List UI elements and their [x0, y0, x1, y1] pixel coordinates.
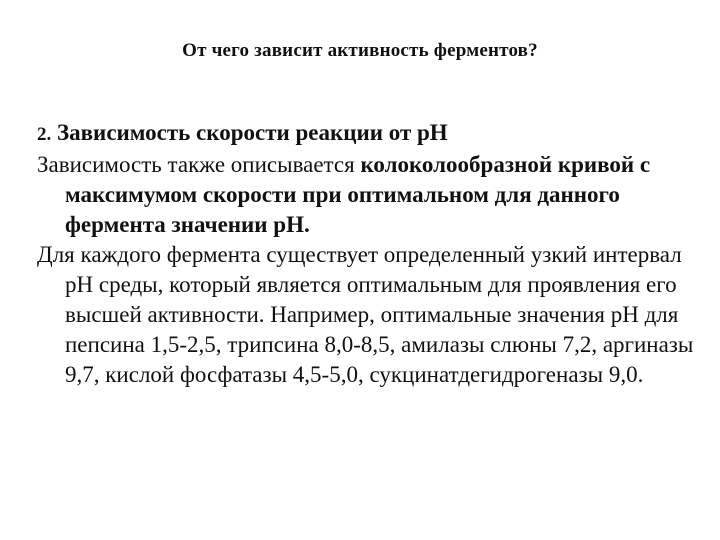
- paragraph-bell-curve-regular: Зависимость также описывается: [37, 152, 361, 177]
- section-number: 2.: [37, 124, 52, 145]
- slide-content: [37, 118, 697, 390]
- paragraph-bell-curve: [37, 150, 697, 240]
- section-heading: [37, 118, 697, 150]
- slide-title: От чего зависит активность ферментов?: [182, 40, 538, 61]
- section-heading-text: Зависимость скорости реакции от рН: [57, 120, 448, 145]
- paragraph-ph-optimum: Для каждого фермента существует определенный узкий интервал рН среды, который является оптимальным для проявления его высшей активности. Например, оптимальные значения рН для пепсина 1,5-2,5, трипсина 8,0-8,5, амилазы слюны 7,2, аргиназы 9,7, кислой фосфатазы 4,5-5,0, сукцинатдегидрогеназы 9,0.: [37, 242, 694, 387]
- paragraph-bell-curve-bold: колоколообразной кривой с максимумом скорости при оптимальном для данного фермента значении рН.: [65, 152, 651, 237]
